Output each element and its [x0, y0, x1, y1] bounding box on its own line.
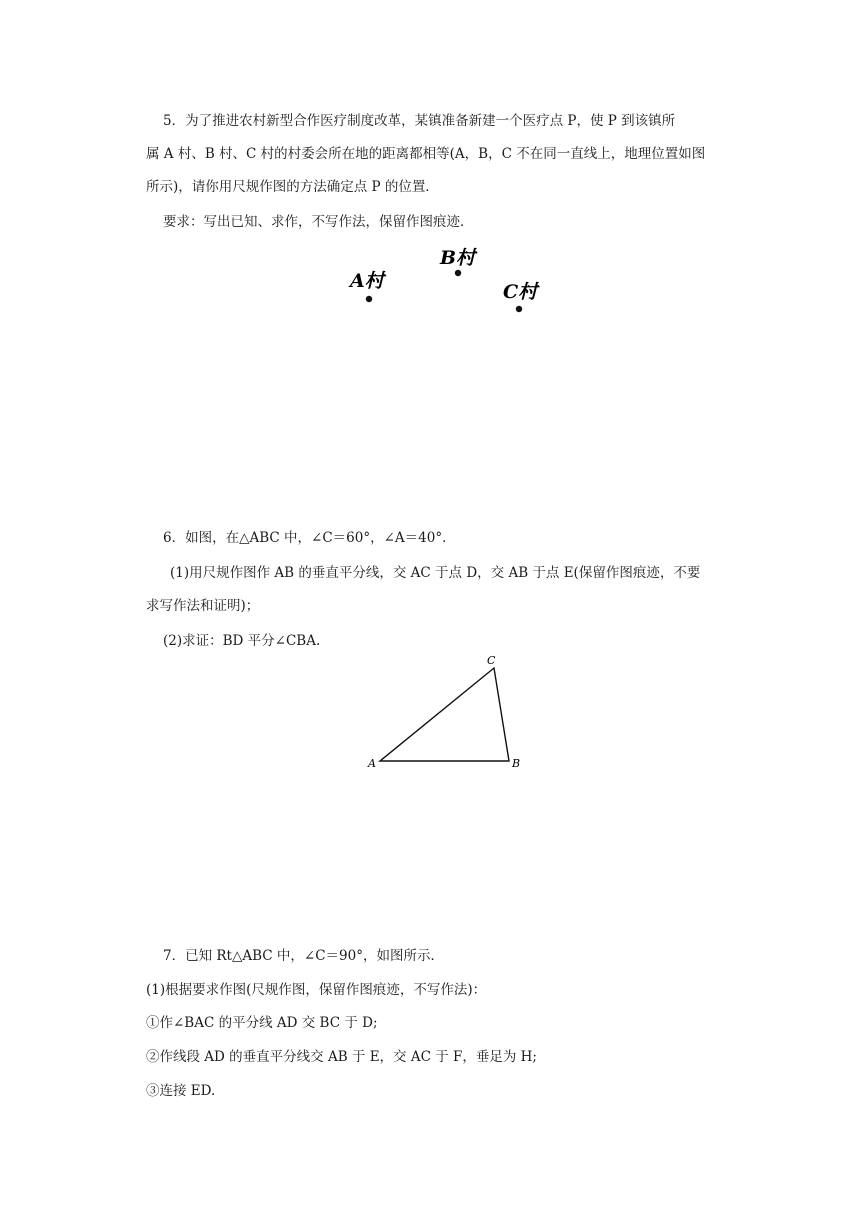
q7-step-1: ①作∠BAC 的平分线 AD 交 BC 于 D;	[146, 1015, 378, 1031]
vertex-b-label: B	[512, 757, 521, 770]
village-b-label: B村	[440, 247, 476, 269]
village-b-point	[455, 270, 461, 276]
q7-step-2: ②作线段 AD 的垂直平分线交 AB 于 E，交 AC 于 F，垂足为 H;	[146, 1049, 537, 1065]
q6-triangle-figure	[362, 650, 532, 775]
vertex-a-label: A	[368, 757, 376, 770]
q7-step-3: ③连接 ED.	[146, 1083, 216, 1099]
triangle-abc	[380, 668, 509, 761]
q5-line-2: 属 A 村、B 村、C 村的村委会所在地的距离都相等(A，B，C 不在同一直线上，地理位置如图	[146, 146, 706, 162]
village-c-point	[516, 306, 522, 312]
q7-line-1: 7．已知 Rt△ABC 中，∠C＝90°，如图所示．	[163, 948, 444, 964]
q6-part1-line-2: 求写作法和证明)；	[146, 598, 260, 614]
village-c-label: C村	[503, 281, 538, 303]
village-a-label: A村	[350, 270, 384, 292]
q5-requirement: 要求：写出已知、求作，不写作法，保留作图痕迹．	[163, 214, 474, 230]
q5-line-1: 5．为了推进农村新型合作医疗制度改革，某镇准备新建一个医疗点 P，使 P 到该镇所	[163, 113, 676, 129]
q5-line-3: 所示)，请你用尺规作图的方法确定点 P 的位置．	[146, 179, 439, 195]
q7-part1: (1)根据要求作图(尺规作图，保留作图痕迹，不写作法)：	[146, 982, 487, 998]
vertex-c-label: C	[487, 654, 496, 667]
q5-village-figure	[330, 240, 550, 320]
q6-part2: (2)求证：BD 平分∠CBA.	[163, 633, 321, 649]
q6-line-1: 6．如图，在△ABC 中，∠C＝60°，∠A＝40°．	[163, 530, 456, 546]
village-a-point	[366, 296, 372, 302]
q6-part1-line-1: (1)用尺规作图作 AB 的垂直平分线，交 AC 于点 D，交 AB 于点 E(保留作图痕迹，不要	[170, 565, 701, 581]
